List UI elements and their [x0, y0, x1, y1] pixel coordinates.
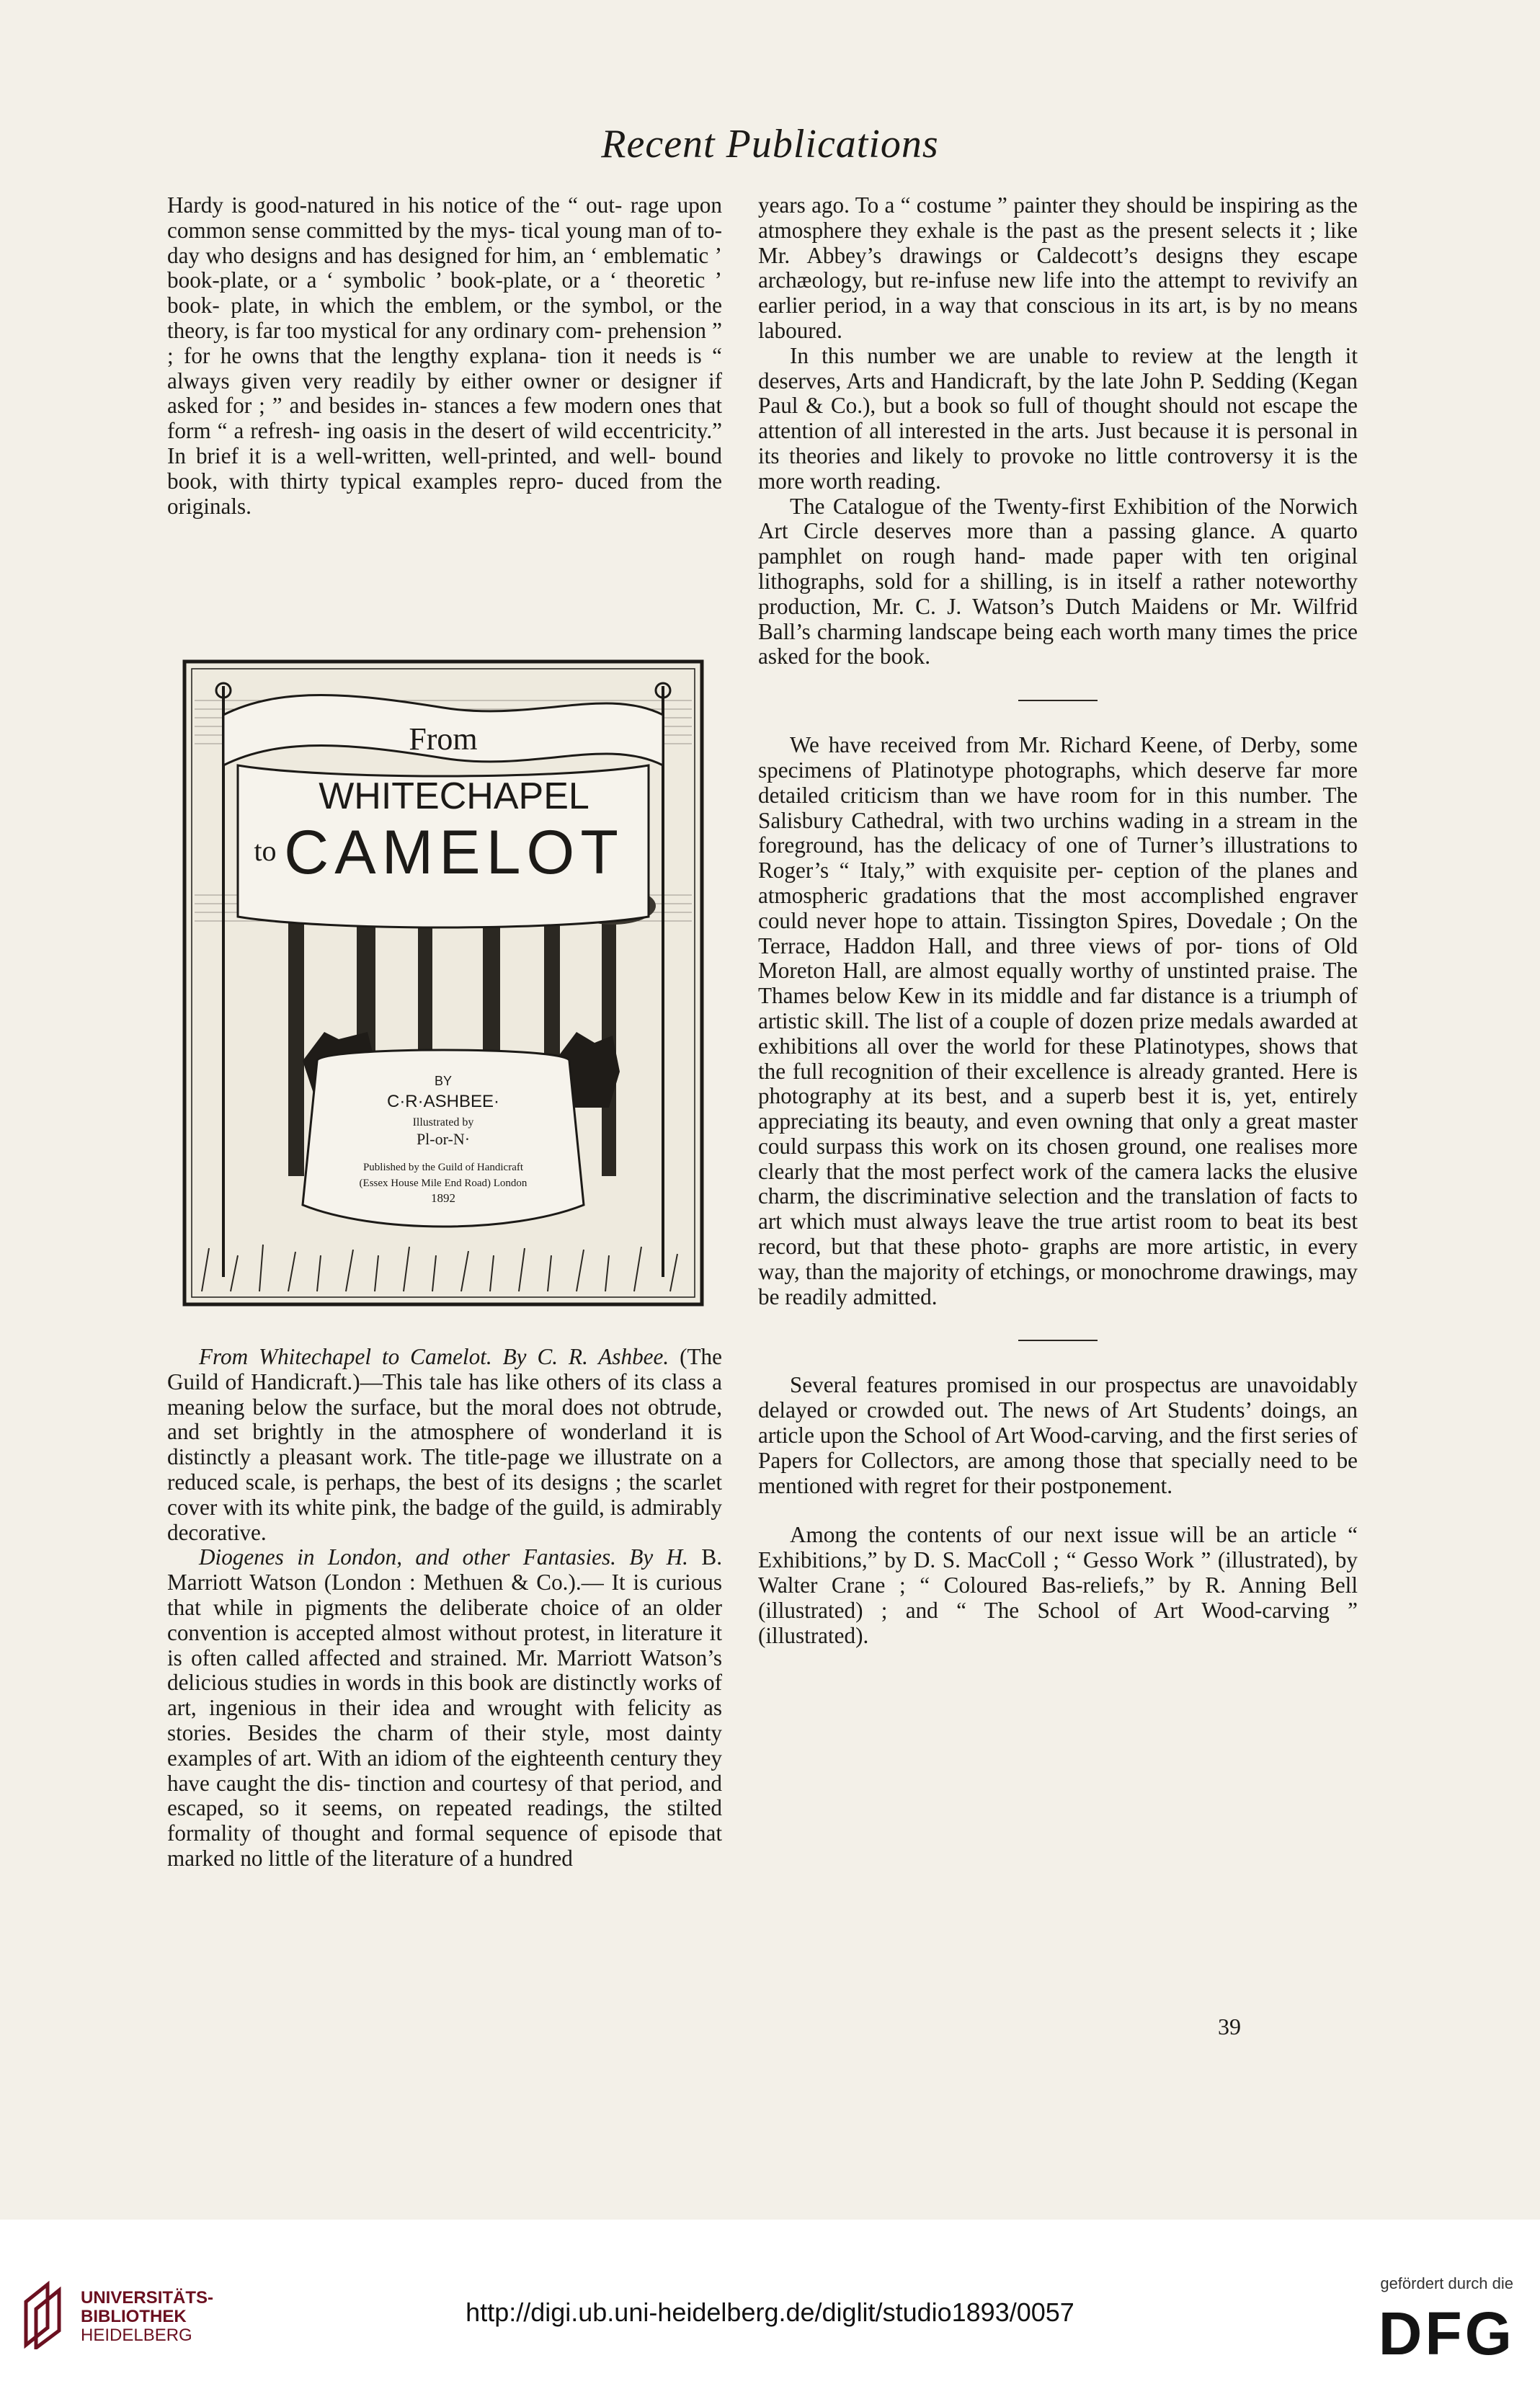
illustration-publisher-line1: Published by the Guild of Handicraft — [362, 1162, 524, 1173]
funded-by-label: gefördert durch die — [1380, 2274, 1513, 2292]
intro-paragraph: Hardy is good-natured in his notice of the “ out- rage upon common sense committed by the mys- tical young man of to-day who designs and has designed for him, an ‘ emblematic ’ book-plate, or a ‘ symbolic ’ book-plate, or a ‘ theoretic ’ book- plate, in which the emblem, or the symbol, or the theory, is far too mystical for any ordinary com- prehension ” ; for he owns that the lengthy explana- tion it needs is “ always given very readily by either owner or designer if asked for ; ” and besides in- stances a few modern ones that form “ a refresh- ing oasis in the desert of wild eccentricity.” In brief it is a well-written, well-printed, and well- bound book, with thirty typical examples repro- duced from the originals. — [167, 192, 723, 519]
illustration-illustrator: Pl-or-N· — [416, 1130, 471, 1148]
left-column — [167, 193, 722, 519]
illustration-title-whitechapel: WHITECHAPEL — [319, 775, 589, 817]
diogenes-review: Diogenes in London, and other Fantasies. By H. B. Marriott Watson (London : Methuen & Co.).— It is curious that while in pigments the deliberate choice of an older convention is accepted almost without protest, in literature it is often called affected and strained. Mr. Marriott Watson’s delicious studies in words in this book are distinctly works of art, ingenious in their idea and wrought with felicity as stories. Besides the charm of their style, most dainty examples of art. With an idiom of the eighteenth century they have caught the dis- tinction and courtesy of that period, and escaped, so it seems, on repeated readings, the stilted formality of thought and formal sequence of episode that marked no little of the literature of a hundred — [167, 1544, 723, 1871]
features-paragraph: Several features promised in our prospectus are unavoidably delayed or crowded out. The news of Art Students’ doings, an article upon the School of Art Wood-carving, and the first series of Papers for Collectors, are among those that specially need to be mentioned with regret for their postponement. — [758, 1372, 1358, 1498]
platinotype-paragraph: We have received from Mr. Richard Keene, of Derby, some specimens of Platinotype photographs, which deserve far more detailed criticism than we have room for in this number. The Salisbury Cathedral, with two urchins wading in a stream in the foreground, has the delicacy of one of Turner’s illustrations to Roger’s “ Italy,” with exquisite per- ception of the planes and atmospheric gradations that the most accomplished engraver could never hope to attain. Tissington Spires, Dovedale ; On the Terrace, Haddon Hall, and three views of por- tions of Old Moreton Hall, are almost equally worthy of unstinted praise. The Thames below Kew in its middle and far distance is a triumph of artistic skill. The list of a couple of dozen prize medals awarded at exhibitions all over the world for these Platinotypes, shows that the full recognition of their excellence is already granted. Here is photography at its best, and a superb best it is, yet, entirely appreciating its beauty, and even owning that only a great master could surpass this work on its chosen ground, one realises more clearly that the most perfect work of the camera lacks the elusive charm, the discriminative selection and the translation of facts to art which must always leave the true artist room to beat its best record, but that these photo- graphs are more artistic, in every way, than the majority of etchings, or monochrome drawings, may be readily admitted. — [758, 732, 1358, 1309]
camelot-review: From Whitechapel to Camelot. By C. R. Ashbee. (The Guild of Handicraft.)—This tale has like others of its class a meaning below the surface, but the moral does not obtrude, and set brightly in the atmosphere of wonderland it is distinctly a pleasant work. The title-page we illustrate on a reduced scale, is perhaps, the best of its designs ; the scarlet cover with its white pink, the badge of the guild, is admirably decorative. — [167, 1344, 723, 1545]
section-divider — [1018, 700, 1098, 701]
illustration-publisher-line2: (Essex House Mile End Road) London — [359, 1178, 528, 1189]
right-column — [758, 193, 1358, 1648]
dfg-logo: DFG — [1378, 2300, 1515, 2367]
illustration-by: BY — [434, 1074, 453, 1088]
section-divider — [1018, 1510, 1098, 1511]
camelot-title-page-illustration — [180, 657, 706, 1309]
left-column-lower — [167, 1345, 722, 1872]
diogenes-continuation: years ago. To a “ costume ” painter they should be inspiring as the atmosphere they exhale is the past as the present selects it ; like Mr. Abbey’s drawings or Caldecott’s designs they escape archæology, but re-infuse new life into the attempt to revivify an earlier period, in a way that conscious in its art, is by no means laboured. — [758, 192, 1358, 343]
next-issue-paragraph: Among the contents of our next issue will be an article “ Exhibitions,” by D. S. MacColl ; “ Gesso Work ” (illustrated), by Walter Crane ; “ Coloured Bas-reliefs,” by R. Anning Bell (illustrated) ; and “ The School of Art Wood-carving ” (illustrated). — [758, 1522, 1358, 1648]
norwich-paragraph: The Catalogue of the Twenty-first Exhibition of the Norwich Art Circle deserves more than a passing glance. A quarto pamphlet on rough hand- made paper with ten original lithographs, sold for a shilling, is in itself a rather noteworthy production, Mr. C. J. Watson’s Dutch Maidens or Mr. Wilfrid Ball’s charming landscape being each worth many times the price asked for the book. — [758, 493, 1358, 669]
running-head: Recent Publications — [601, 122, 939, 166]
illustration-author: C·R·ASHBEE· — [386, 1092, 500, 1111]
illustration-illustrated-by: Illustrated by — [412, 1116, 474, 1129]
section-divider — [1018, 1340, 1098, 1341]
illustration-title-camelot: CAMELOT — [284, 818, 624, 887]
library-name: UNIVERSITÄTS- BIBLIOTHEK HEIDELBERG — [81, 2288, 214, 2345]
page-number: 39 — [1218, 2013, 1241, 2039]
sedding-paragraph: In this number we are unable to review at the length it deserves, Arts and Handicraft, by the late John P. Sedding (Kegan Paul & Co.), but a book so full of thought should not escape the attention of all interested in the arts. Just because it is personal in its theories and likely to provoke no little controversy it is the more worth reading. — [758, 342, 1358, 494]
digitization-footer — [0, 2220, 1540, 2394]
permalink-url[interactable]: http://digi.ub.uni-heidelberg.de/diglit/studio1893/0057 — [466, 2297, 1074, 2327]
illustration-year: 1892 — [431, 1191, 455, 1205]
illustration-title-to: to — [254, 835, 277, 867]
illustration-title-from: From — [409, 721, 478, 757]
